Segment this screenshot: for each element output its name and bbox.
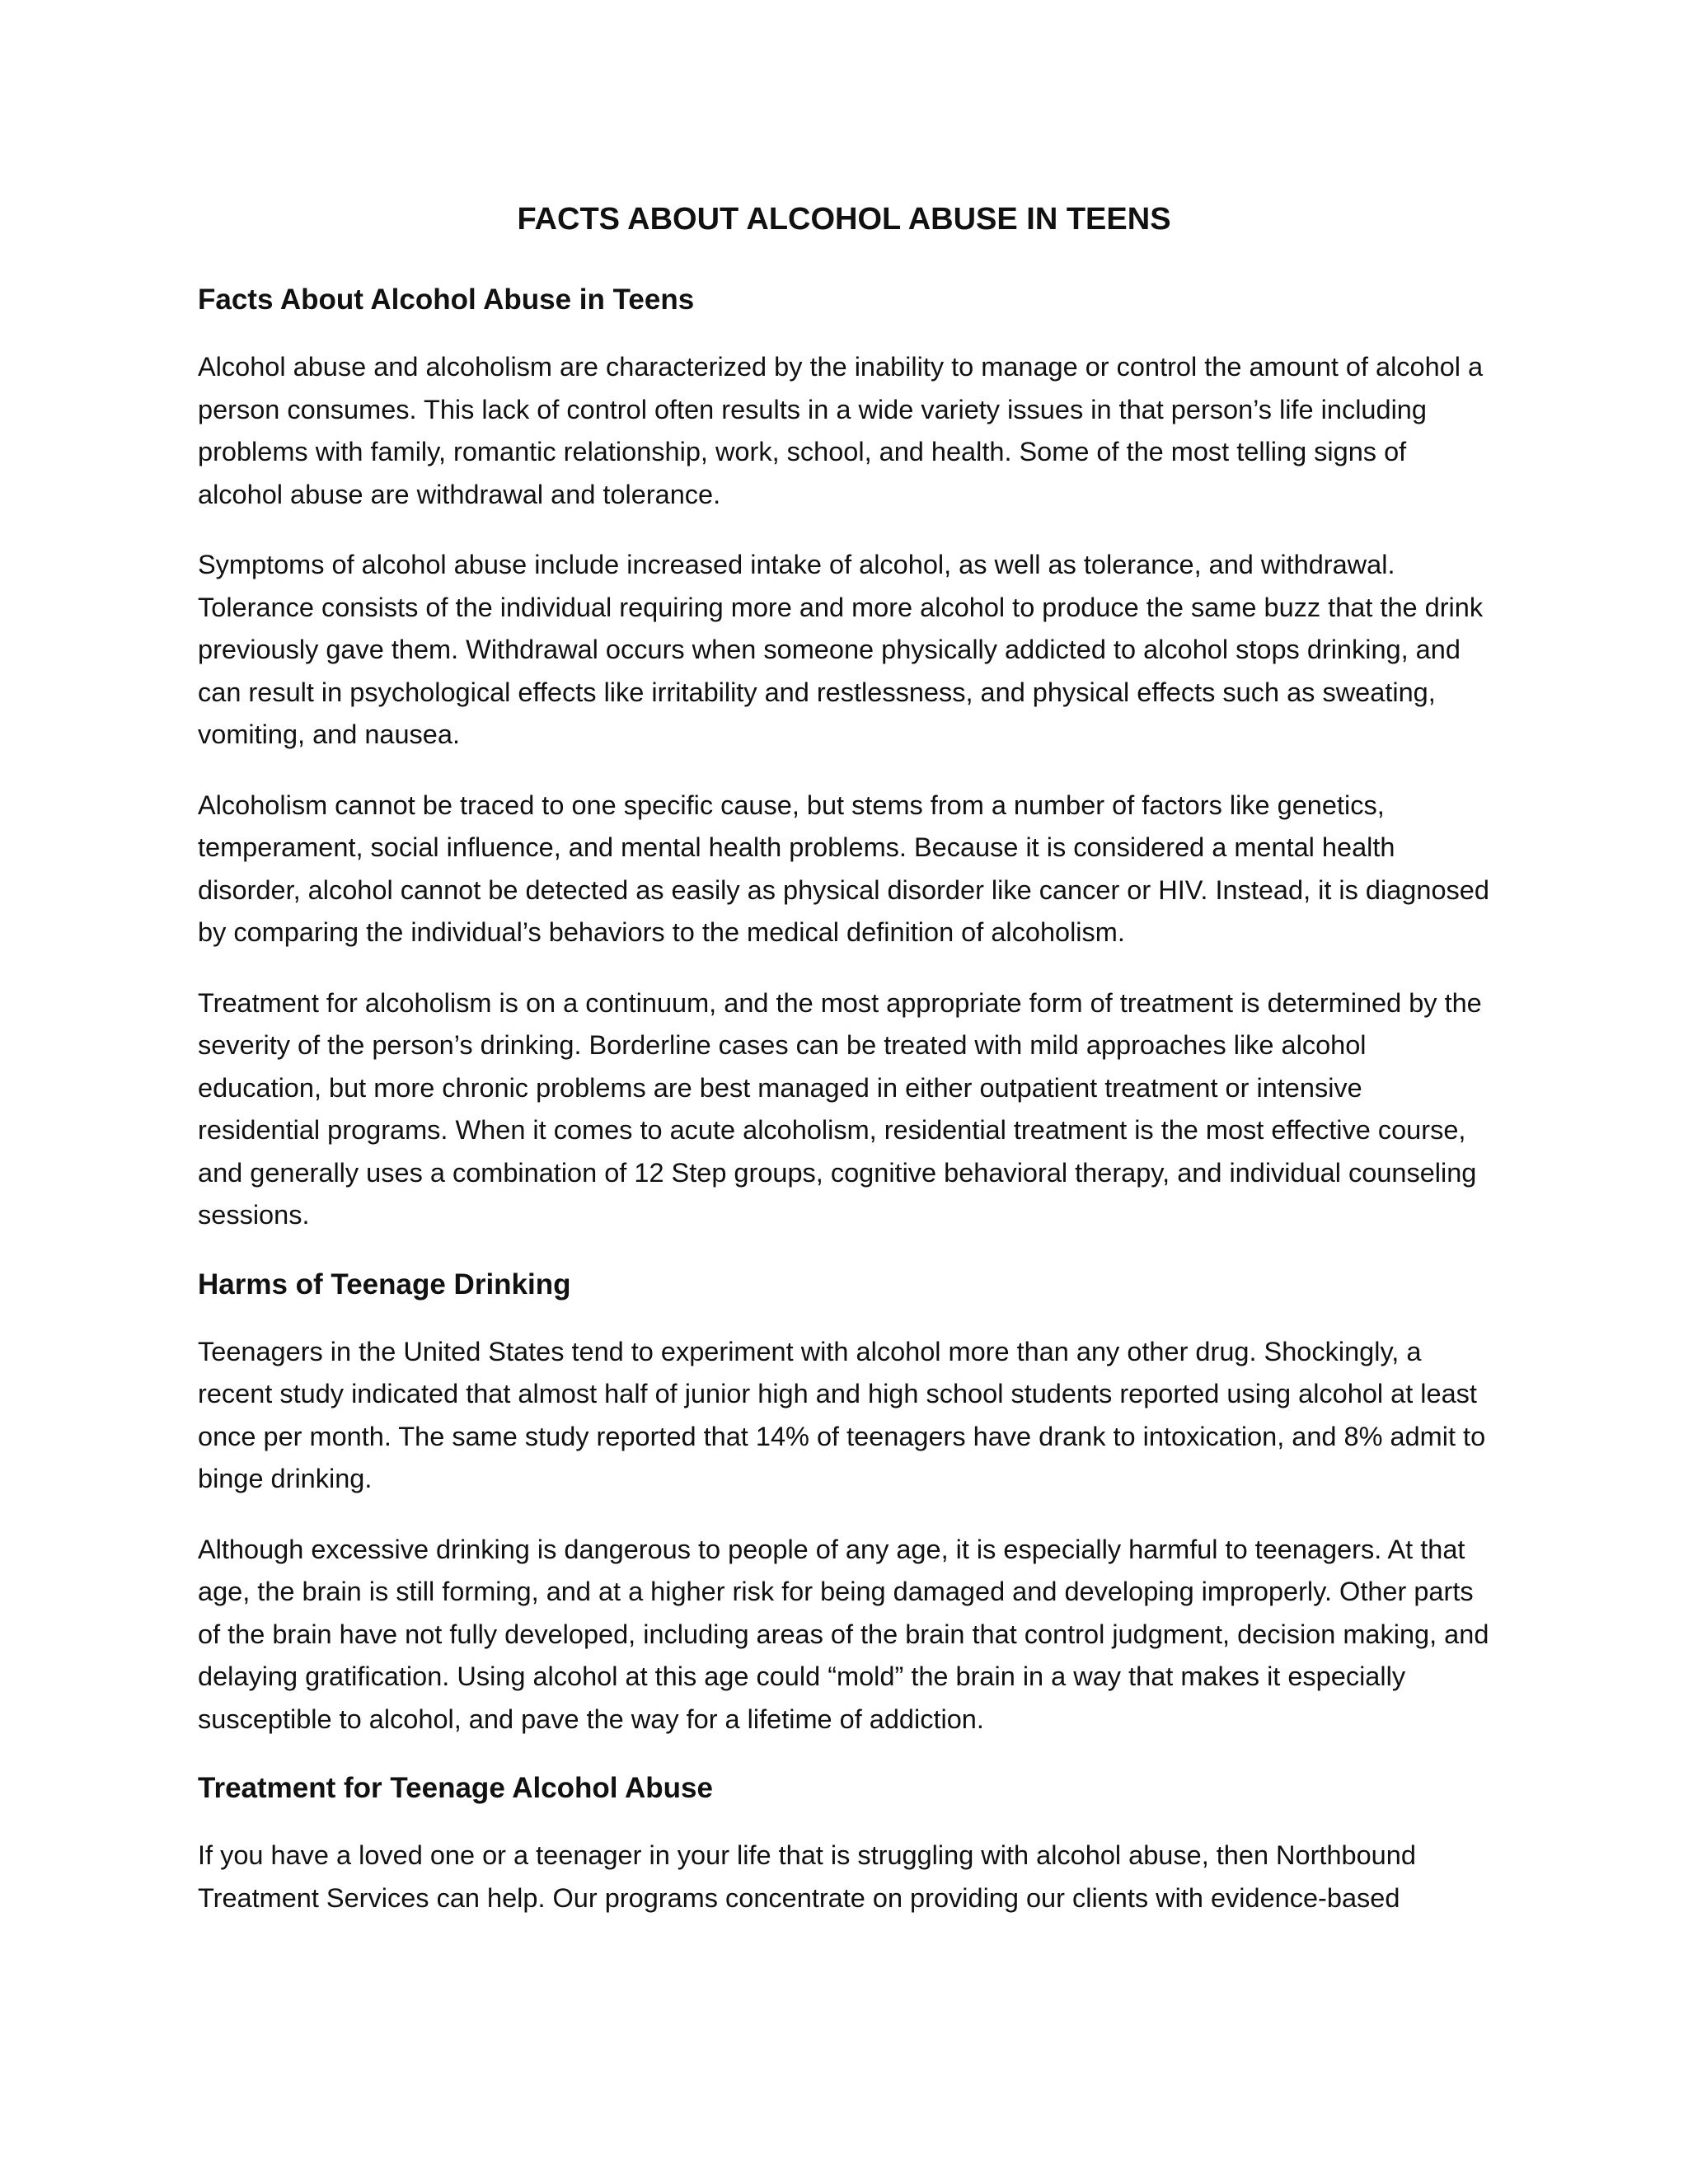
document-title: FACTS ABOUT ALCOHOL ABUSE IN TEENS	[517, 202, 1171, 237]
section-treatment	[198, 1769, 1490, 1919]
paragraph-harms-2: Although excessive drinking is dangerous to people of any age, it is especially harmful to teenagers. At that age, the brain is still forming, and at a higher risk for being damaged and developing improperly. Other parts of the brain have not fully developed, including areas of the brain that control judgment, decision making, and delaying gratification. Using alcohol at this age could “mold” the brain in a way that makes it especially susceptible to alcohol, and pave the way for a lifetime of addiction.	[198, 1534, 1489, 1734]
paragraph-treatment-1: If you have a loved one or a teenager in your life that is struggling with alcohol abuse, then Northbound Treatment Services can help. Our programs concentrate on providing our clients with evidence-based	[198, 1840, 1416, 1913]
paragraph-harms-1: Teenagers in the United States tend to experiment with alcohol more than any other drug. Shockingly, a recent study indicated that almost half of junior high and high school students reported using alcohol at least once per month. The same study reported that 14% of teenagers have drank to intoxication, and 8% admit to binge drinking.	[198, 1336, 1486, 1493]
section-harms	[198, 1265, 1490, 1741]
section-heading-treatment: Treatment for Teenage Alcohol Abuse	[198, 1772, 713, 1804]
section-heading-facts: Facts About Alcohol Abuse in Teens	[198, 284, 695, 316]
paragraph-facts-4: Treatment for alcoholism is on a continuum, and the most appropriate form of treatment is determined by the severity of the person’s drinking. Borderline cases can be treated with mild approaches like alcohol education, but more chronic problems are best managed in either outpatient treatment or intensive residential programs. When it comes to acute alcoholism, residential treatment is the most effective course, and generally uses a combination of 12 Step groups, cognitive behavioral therapy, and individual counseling sessions.	[198, 987, 1482, 1230]
section-facts	[198, 280, 1490, 1237]
paragraph-facts-3: Alcoholism cannot be traced to one specific cause, but stems from a number of factors like genetics, temperament, social influence, and mental health problems. Because it is considered a mental health disorder, alcohol cannot be detected as easily as physical disorder like cancer or HIV. Instead, it is diagnosed by comparing the individual’s behaviors to the medical definition of alcoholism.	[198, 790, 1489, 947]
paragraph-facts-2: Symptoms of alcohol abuse include increased intake of alcohol, as well as tolerance, and withdrawal. Tolerance consists of the individual requiring more and more alcohol to produce the same buzz that the drink previously gave them. Withdrawal occurs when someone physically addicted to alcohol stops drinking, and can result in psychological effects like irritability and restlessness, and physical effects such as sweating, vomiting, and nausea.	[198, 550, 1484, 749]
paragraph-facts-1: Alcohol abuse and alcoholism are characterized by the inability to manage or control the amount of alcohol a person consumes. This lack of control often results in a wide variety issues in that person’s life including problems with family, romantic relationship, work, school, and health. Some of the most telling signs of alcohol abuse are withdrawal and tolerance.	[198, 352, 1484, 509]
section-heading-harms: Harms of Teenage Drinking	[198, 1268, 571, 1301]
